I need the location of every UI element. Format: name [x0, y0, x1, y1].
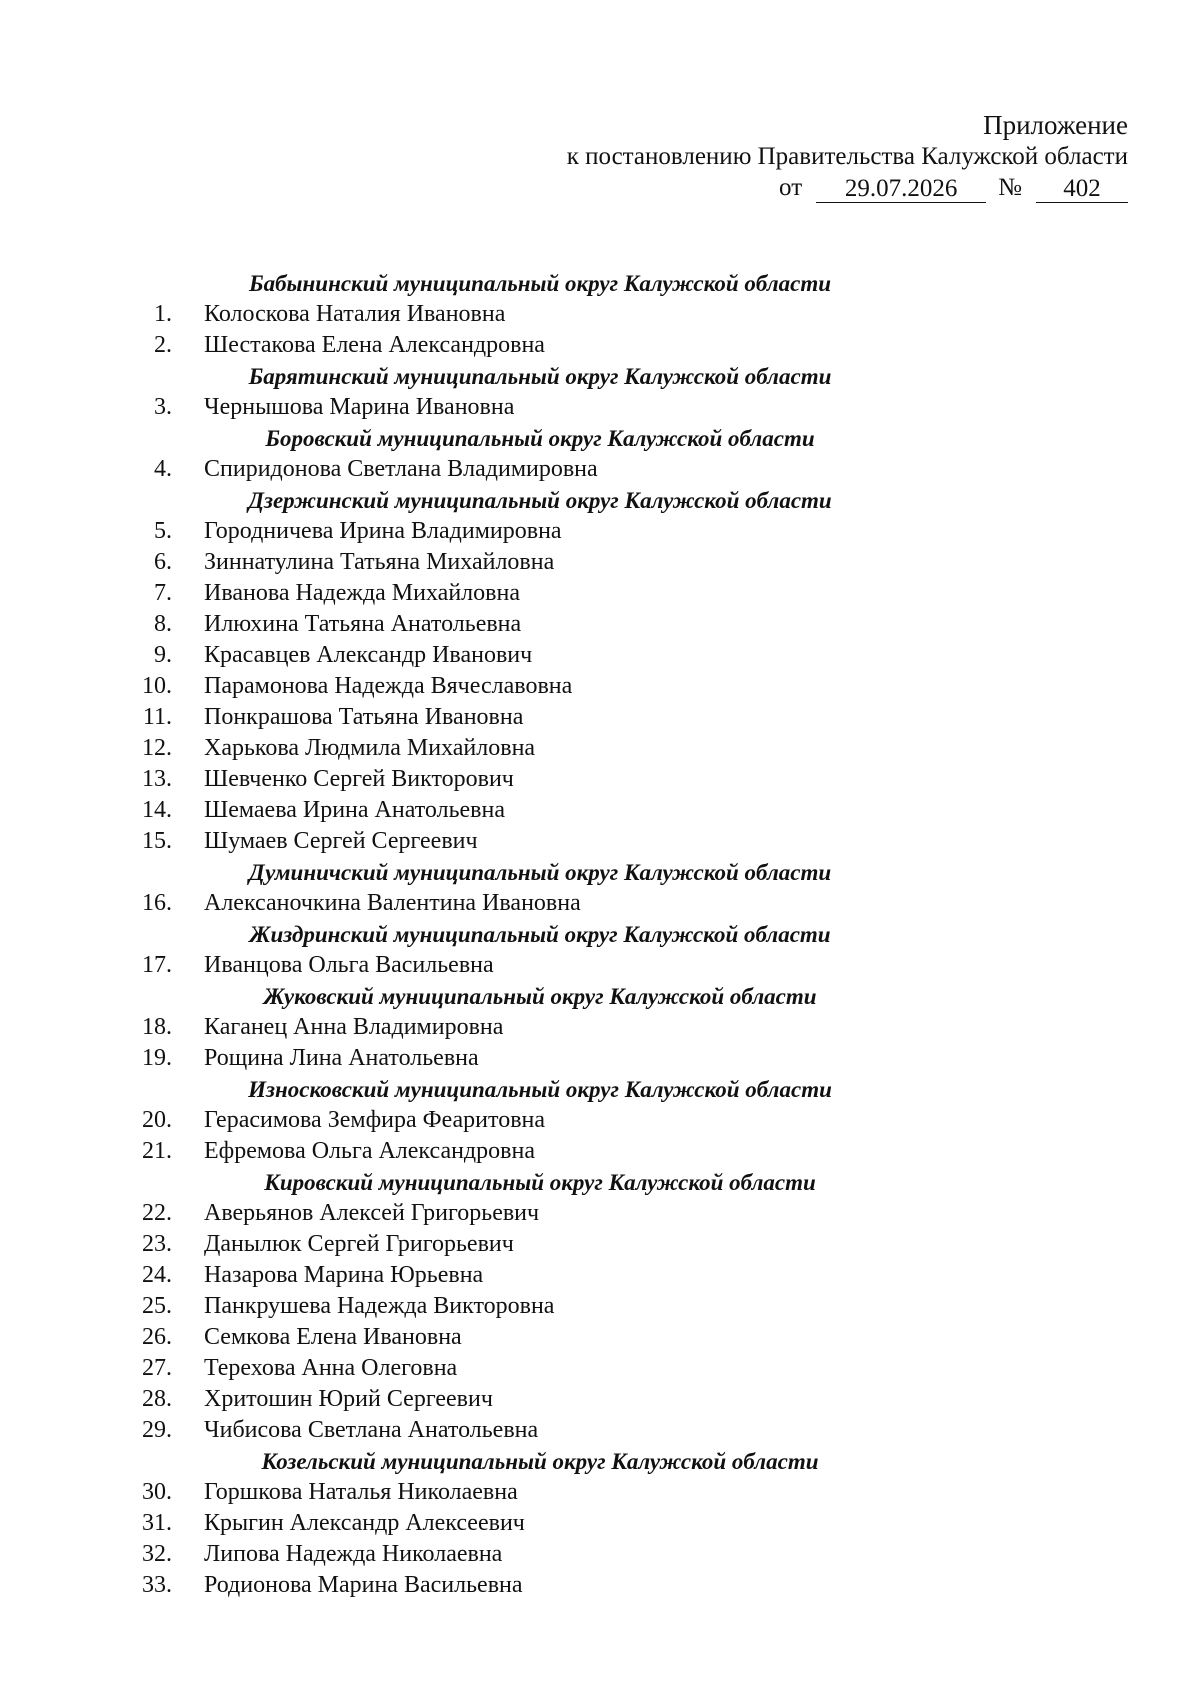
person-name: Чернышова Марина Ивановна: [204, 394, 515, 420]
list-item: [0, 733, 1200, 764]
list-item: [0, 1291, 1200, 1322]
list-item-number: 2.: [154, 332, 172, 358]
appendix-title: Приложение: [983, 110, 1128, 140]
district-heading: Козельский муниципальный округ Калужской области: [261, 1449, 819, 1474]
list-item-number: 5.: [154, 518, 172, 544]
list-item: [0, 454, 1200, 485]
list-item: [0, 795, 1200, 826]
list-item: [0, 1353, 1200, 1384]
list-item-number: 27.: [142, 1355, 172, 1381]
person-name: Харькова Людмила Михайловна: [204, 735, 536, 761]
list-item-number: 31.: [142, 1510, 172, 1536]
list-item-number: 13.: [142, 766, 172, 792]
person-name: Хритошин Юрий Сергеевич: [204, 1386, 493, 1412]
appendix-date: 29.07.2026: [816, 176, 986, 203]
list-item: [0, 1043, 1200, 1074]
list-item-number: 10.: [142, 673, 172, 699]
list-item-number: 20.: [142, 1107, 172, 1133]
person-name: Герасимова Земфира Феаритовна: [204, 1107, 546, 1133]
person-name: Спиридонова Светлана Владимировна: [204, 456, 598, 482]
person-name: Иванова Надежда Михайловна: [204, 580, 520, 606]
list-item-number: 11.: [142, 704, 172, 730]
list-item: [0, 702, 1200, 733]
list-item: [0, 950, 1200, 981]
list-item: [0, 1012, 1200, 1043]
list-item: [0, 1477, 1200, 1508]
list-item-number: 9.: [154, 642, 172, 668]
person-name: Липова Надежда Николаевна: [204, 1541, 503, 1567]
list-item-number: 4.: [154, 456, 172, 482]
list-item-number: 15.: [142, 828, 172, 854]
list-item: [0, 1539, 1200, 1570]
list-item: [0, 1570, 1200, 1601]
person-name: Родионова Марина Васильевна: [204, 1572, 523, 1598]
person-name: Алексаночкина Валентина Ивановна: [204, 890, 581, 916]
list-item: [0, 392, 1200, 423]
person-name: Рощина Лина Анатольевна: [204, 1045, 479, 1071]
number-sign: №: [998, 174, 1022, 201]
person-name: Зиннатулина Татьяна Михайловна: [204, 549, 555, 575]
list-item: [0, 1198, 1200, 1229]
appendix-header: [567, 110, 1128, 203]
person-name: Колоскова Наталия Ивановна: [204, 301, 506, 327]
list-item-number: 33.: [142, 1572, 172, 1598]
list-item-number: 25.: [142, 1293, 172, 1319]
district-heading: Бабынинский муниципальный округ Калужской области: [248, 271, 832, 296]
list-item-number: 19.: [142, 1045, 172, 1071]
list-item: [0, 299, 1200, 330]
person-name: Горшкова Наталья Николаевна: [204, 1479, 518, 1505]
list-item-number: 26.: [142, 1324, 172, 1350]
person-name: Шемаева Ирина Анатольевна: [204, 797, 505, 823]
person-name: Шумаев Сергей Сергеевич: [204, 828, 478, 854]
person-name: Илюхина Татьяна Анатольевна: [204, 611, 522, 637]
list-item: [0, 578, 1200, 609]
person-name: Крыгин Александр Алексеевич: [204, 1510, 525, 1536]
person-name: Понкрашова Татьяна Ивановна: [204, 704, 524, 730]
district-heading: Износковский муниципальный округ Калужской области: [248, 1077, 832, 1102]
list-item: [0, 640, 1200, 671]
list-item: [0, 516, 1200, 547]
list-item: [0, 1229, 1200, 1260]
district-heading: Боровский муниципальный округ Калужской области: [265, 426, 815, 451]
appendix-subtitle: к постановлению Правительства Калужской области: [566, 143, 1128, 170]
list-item: [0, 330, 1200, 361]
person-name: Парамонова Надежда Вячеславовна: [204, 673, 573, 699]
person-name: Назарова Марина Юрьевна: [204, 1262, 484, 1288]
person-name: Красавцев Александр Иванович: [204, 642, 533, 668]
list-item-number: 16.: [142, 890, 172, 916]
list-item-number: 14.: [142, 797, 172, 823]
district-heading: Кировский муниципальный округ Калужской области: [264, 1170, 816, 1195]
list-item: [0, 1105, 1200, 1136]
list-item: [0, 1322, 1200, 1353]
person-name: Шевченко Сергей Викторович: [204, 766, 514, 792]
list-item: [0, 1136, 1200, 1167]
list-item-number: 23.: [142, 1231, 172, 1257]
list-item: [0, 1415, 1200, 1446]
district-heading: Дзержинский муниципальный округ Калужской области: [248, 488, 832, 513]
district-heading: Барятинский муниципальный округ Калужской области: [248, 364, 832, 389]
person-name: Каганец Анна Владимировна: [204, 1014, 504, 1040]
list-item-number: 17.: [142, 952, 172, 978]
list-item: [0, 826, 1200, 857]
person-name: Чибисова Светлана Анатольевна: [204, 1417, 539, 1443]
person-name: Городничева Ирина Владимировна: [204, 518, 562, 544]
list-item: [0, 1260, 1200, 1291]
list-item: [0, 671, 1200, 702]
list-item-number: 1.: [154, 301, 172, 327]
list-item-number: 7.: [154, 580, 172, 606]
person-name: Семкова Елена Ивановна: [204, 1324, 462, 1350]
list-item: [0, 764, 1200, 795]
list-item-number: 29.: [142, 1417, 172, 1443]
date-prefix: от: [779, 174, 803, 201]
list-item-number: 32.: [142, 1541, 172, 1567]
list-item-number: 24.: [142, 1262, 172, 1288]
appendix-date-line: [567, 172, 1128, 203]
people-list: [0, 268, 1200, 1601]
district-heading: Жуковский муниципальный округ Калужской области: [263, 984, 817, 1009]
list-item-number: 12.: [142, 735, 172, 761]
person-name: Иванцова Ольга Васильевна: [204, 952, 494, 978]
person-name: Шестакова Елена Александровна: [204, 332, 545, 358]
list-item: [0, 1508, 1200, 1539]
list-item-number: 3.: [154, 394, 172, 420]
list-item-number: 21.: [142, 1138, 172, 1164]
district-heading: Жиздринский муниципальный округ Калужской области: [249, 922, 831, 947]
person-name: Данылюк Сергей Григорьевич: [204, 1231, 514, 1257]
appendix-number: 402: [1036, 176, 1128, 203]
list-item: [0, 1384, 1200, 1415]
person-name: Терехова Анна Олеговна: [204, 1355, 458, 1381]
person-name: Панкрушева Надежда Викторовна: [204, 1293, 555, 1319]
list-item-number: 8.: [154, 611, 172, 637]
person-name: Ефремова Ольга Александровна: [204, 1138, 535, 1164]
list-item: [0, 888, 1200, 919]
list-item: [0, 547, 1200, 578]
district-heading: Думиничский муниципальный округ Калужской области: [248, 860, 832, 885]
list-item-number: 18.: [142, 1014, 172, 1040]
list-item-number: 28.: [142, 1386, 172, 1412]
list-item: [0, 609, 1200, 640]
list-item-number: 22.: [142, 1200, 172, 1226]
person-name: Аверьянов Алексей Григорьевич: [204, 1200, 540, 1226]
list-item-number: 30.: [142, 1479, 172, 1505]
list-item-number: 6.: [154, 549, 172, 575]
